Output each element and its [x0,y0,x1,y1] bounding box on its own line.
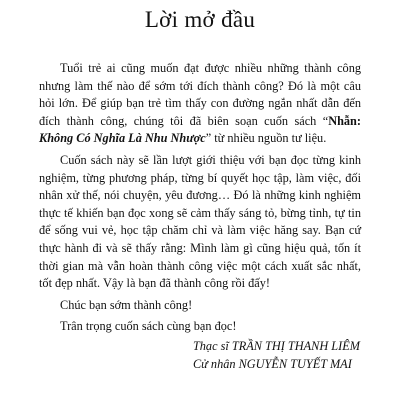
preface-body [39,60,361,336]
author-line-2 [193,356,360,374]
page-title: Lời mở đầu [144,7,256,32]
paragraph-intro-end: ” từ nhiều nguồn tư liệu. [205,131,327,146]
author-signature [193,338,360,373]
author-2-name: NGUYỄN TUYẾT MAI [238,356,352,371]
author-line-1 [193,338,360,356]
paragraph-wish: Chúc bạn sớm thành công! [60,297,193,312]
author-1-name: TRẦN THỊ THANH LIÊM [231,339,360,353]
book-title-bold: Nhẫn: [328,113,361,128]
paragraph-regards: Trân trọng cuốn sách cùng bạn đọc! [60,319,237,334]
book-title-italic: Không Có Nghĩa Là Nhu Nhược [39,131,206,146]
author-1-title: Thạc sĩ [192,339,232,353]
paragraph-intro [39,60,361,148]
author-2-title: Cử nhân [192,356,239,371]
paragraph-intro-text: Tuổi trẻ ai cũng muốn đạt được nhiều những thành công nhưng làm thế nào để sớm tới đích thành công? Đó là một câu hỏi lớn. Để giúp bạn trẻ tìm thấy con đường ngắn nhất dẫn đến đích thành công, chúng tôi đã biên soạn cuốn sách “ [39,61,361,128]
paragraph-content: Cuốn sách này sẽ lần lượt giới thiệu với bạn đọc từng kinh nghiệm, từng phương pháp, từng bí quyết học tập, làm việc, đối nhân xử thế, nói chuyện, yêu đương… Đó là những kinh nghiệm thực tế khiến bạn đọc xong sẽ cảm thấy sáng tỏ, bừng tỉnh, tự tin để sống vui vẻ, học tập chăm chỉ và làm việc hăng say. Bạn cứ thực hành đi và sẽ thấy rằng: Mình làm gì cũng hiệu quả, tốn ít thời gian mà vẫn hoàn thành công việc một cách xuất sắc nhất, tốt đẹp nhất. Vậy là bạn đã thành công rồi đấy! [39,152,361,291]
